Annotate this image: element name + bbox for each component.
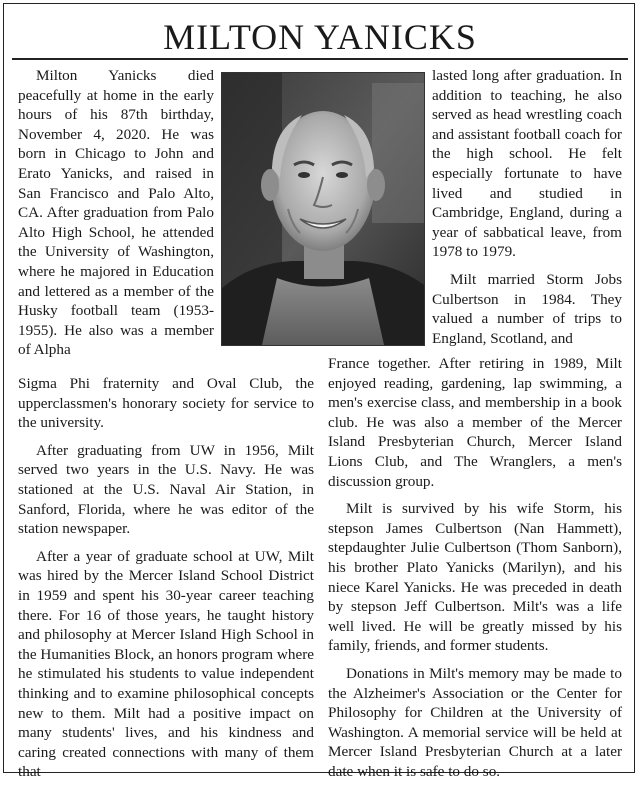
paragraph-career-continued: lasted long after graduation. In addition to teaching, he also served as head wrestling coach and assistant football coach for the high school. He felt especially fortunate to have lived and studied in Cambridge, England, during a year of sabbatical leave, from 1978 to 1979.: [432, 67, 622, 261]
paragraph-donations: Donations in Milt's memory may be made to the Alzheimer's Association or the Center for Philosophy for Children at the University of Washington. A memorial service will be held at Mercer Island Presbyterian Church at a later date when it is safe to do so.: [328, 664, 622, 780]
column-left-top: [18, 66, 214, 368]
paragraph-career: After a year of graduate school at UW, Milt was hired by the Mercer Island School District in 1959 and spent his 30-year career teaching there. For 16 of those years, he taught history and philosophy at Mercer Island High School in the Humanities Block, an honors program where he stimulated his students to value independent thinking and to examine philosophical concepts new to them. Milt had a positive impact on many students' lives, and his kindness and caring created connections with many of them that: [18, 547, 314, 781]
paragraph-survivors: Milt is survived by his wife Storm, his stepson James Culbertson (Nan Hammett), stepdaughter Julie Culbertson (Thom Sanborn), his brother Plato Yanicks (Marilyn), and his niece Karel Yanicks. He was preceded in death by stepson Jeff Culbertson. Milt's was a life well lived. He will be greatly missed by his family, friends, and former students.: [328, 500, 622, 655]
title-rule: [12, 58, 628, 60]
paragraph-intro-continued: Sigma Phi fraternity and Oval Club, the upperclassmen's honorary society for service to the university.: [18, 375, 314, 432]
obituary-title: MILTON YANICKS: [163, 17, 477, 57]
paragraph-marriage: Milt married Storm Jobs Culbertson in 1984. They valued a number of trips to England, Scotland, and: [432, 270, 622, 347]
portrait-photo: [221, 72, 425, 346]
paragraph-marriage-continued: France together. After retiring in 1989, Milt enjoyed reading, gardening, lap swimming, a men's exercise class, and membership in a book club. He was also a member of the Mercer Island Presbyterian Church, Mercer Island Lions Club, and The Wranglers, a men's discussion group.: [328, 355, 622, 490]
column-left-bottom: [18, 374, 314, 790]
portrait-illustration: [222, 73, 424, 345]
paragraph-navy: After graduating from UW in 1956, Milt served two years in the U.S. Navy. He was stationed at the U.S. Naval Air Station, in Sanford, Florida, where he was editor of the station newspaper.: [18, 441, 314, 538]
paragraph-intro: Milton Yanicks died peacefully at home in the early hours of his 87th birthday, November 4, 2020. He was born in Chicago to John and Erato Yanicks, and raised in San Francisco and Palo Alto, CA. After graduation from Palo Alto High School, he attended the University of Washington, where he majored in Education and lettered as a member of the Husky football team (1953-1955). He also was a member of Alpha: [18, 67, 214, 359]
column-right-top: [432, 66, 622, 356]
column-right-bottom: [328, 354, 622, 789]
